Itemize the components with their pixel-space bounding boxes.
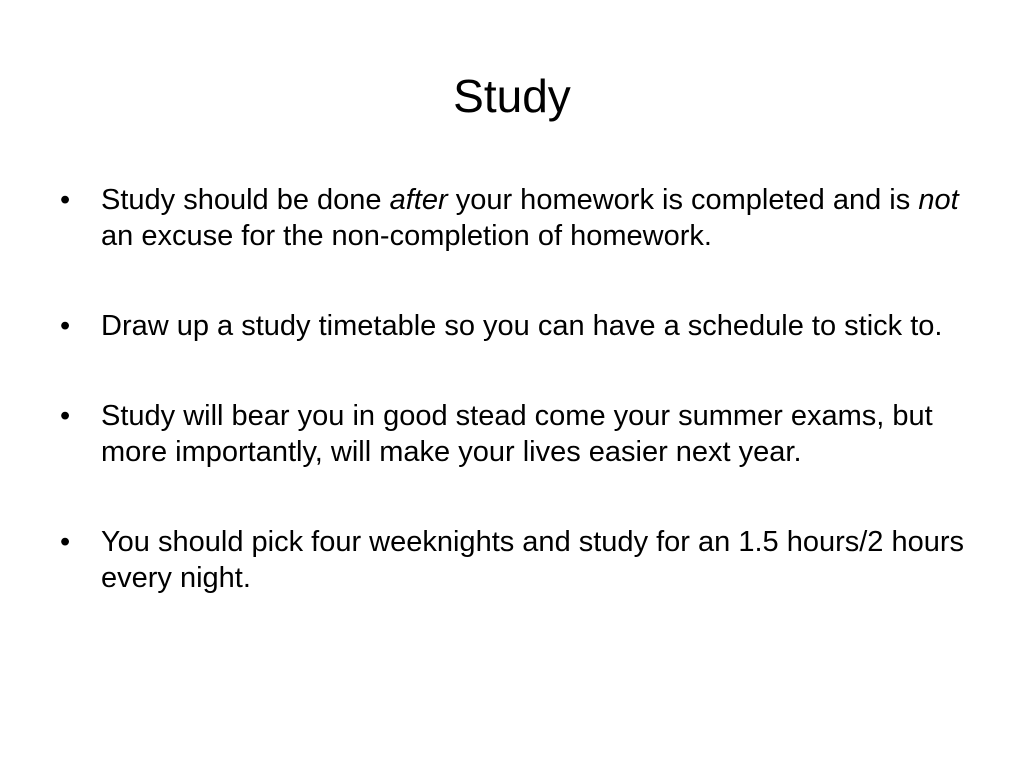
- bullet-item: [60, 398, 980, 470]
- emphasis-text: not: [918, 184, 959, 216]
- bullet-text-part: an excuse for the non-completion of homework.: [101, 220, 712, 252]
- bullet-text: You should pick four weeknights and study for an 1.5 hours/2 hours every night.: [101, 526, 965, 594]
- bullet-text: Draw up a study timetable so you can have a schedule to stick to.: [101, 310, 943, 342]
- bullet-item: [60, 308, 980, 344]
- emphasis-text: after: [389, 184, 448, 216]
- bullet-text-part: Study should be done: [101, 184, 390, 216]
- bullet-item: [60, 524, 980, 596]
- bullet-icon: •: [60, 184, 71, 216]
- slide-title: Study: [453, 70, 571, 122]
- bullet-icon: •: [60, 400, 71, 432]
- bullet-icon: •: [60, 526, 71, 558]
- bullet-icon: •: [60, 310, 71, 342]
- bullet-text: Study will bear you in good stead come your summer exams, but more importantly, will make your lives easier next year.: [101, 400, 933, 468]
- bullet-list: [60, 182, 980, 596]
- bullet-text-part: your homework is completed and is: [447, 184, 919, 216]
- bullet-item: [60, 182, 980, 254]
